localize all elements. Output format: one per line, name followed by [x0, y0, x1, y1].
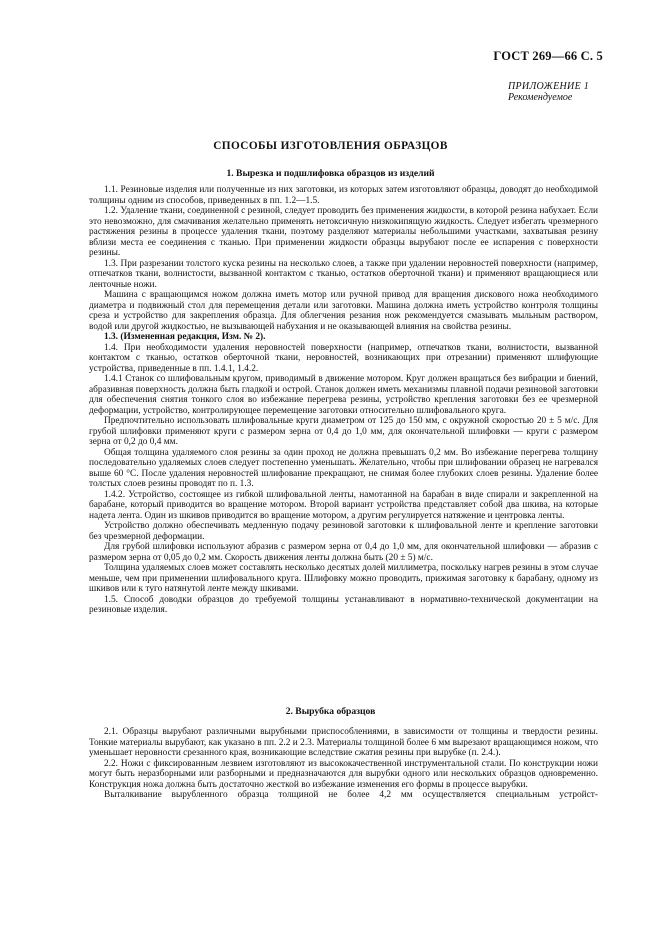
paragraph: 1.4. При необходимости удаления неровностей поверхности (например, отпечатков ткани, волнистости, вызванной контактом с тканью, остатков оберточной ткани, неровностей, возникающих при отрезании) применяют шлифующие устройства, приведенные в пп. 1.4.1, 1.4.2. [89, 342, 598, 374]
paragraph: 1.3. (Измененная редакция, Изм. № 2). [104, 332, 266, 342]
paragraph: 2.1. Образцы вырубают различными вырубными приспособлениями, в зависимости от толщины и твердости резины. Тонкие материалы вырубают, как указано в пп. 2.2 и 2.3. Материалы толщиной более 6 мм вырезают вращающимся ножом, что уменьшает неровности срезанного края, возникающие вследствие сжатия резины при вырубке (п. 2.4.). [89, 727, 598, 758]
paragraph: Машина с вращающимся ножом должна иметь мотор или ручной привод для вращения дискового ножа необходимого диаметра и подвижный стол для перемещения детали или заготовки. Машина должна иметь устройство контроля толщины среза и устройство для закрепления образца. Для облегчения резания нож рекомендуется смазывать мыльным раствором, водой или другой жидкостью, не вызывающей набухания и не оказывающей влияния на свойства резины. [89, 290, 598, 332]
section-1-body [89, 185, 598, 616]
paragraph: Общая толщина удаляемого слоя резины за один проход не должна превышать 0,2 мм. Во избежание перегрева толщину последовательно удаляемых слоев следует постепенно уменьшать. Желательно, чтобы при шлифовании образец не нагревался выше 60 °С. После удаления неровностей шлифование прекращают, не снимая более глубоких слоев резины. Удаление более толстых слоев резины проводят по п. 1.3. [89, 447, 598, 489]
appendix-number: ПРИЛОЖЕНИЕ 1 [508, 81, 590, 92]
paragraph: 1.4.2. Устройство, состоящее из гибкой шлифовальной ленты, намотанной на барабан в виде спирали и закрепленной на барабане, который приводится во вращение мотором. Второй вариант устройства представляет собой два шкива, на которые надета лента. Один из шкивов приводится во вращение мотором, а другим регулируется натяжение и центровка ленты. [89, 489, 598, 521]
paragraph: Предпочтительно использовать шлифовальные круги диаметром от 125 до 150 мм, с окружной скоростью 20 ± 5 м/с. Для грубой шлифовки применяют круги с размером зерна от 0,4 до 1,0 мм, для окончательной шлифовки — круги с размером зерна от 0,2 до 0,4 мм. [89, 416, 598, 447]
appendix-label [508, 81, 589, 103]
section-2-heading: 2. Вырубка образцов [285, 706, 376, 717]
paragraph: Выталкивание вырубленного образца толщиной не более 4,2 мм осуществляется специальным устройст- [104, 790, 598, 800]
paragraph: 1.4.1 Станок со шлифовальным кругом, приводимый в движение мотором. Круг должен вращаться без вибрации и биений, абразивная поверхность должна быть гладкой и острой. Станок должен иметь механизмы плавной подачи резиновой заготовки для обеспечения снятия тонкого слоя во избежание перегрева резины, устройство крепления заготовки без ее чрезмерной деформации, устройство, контролирующее перемещение заготовки относительно шлифовального круга. [89, 374, 598, 416]
paragraph: 1.5. Способ доводки образцов до требуемой толщины устанавливают в нормативно-технической документации на резиновые изделия. [89, 594, 598, 615]
paragraph: 1.2. Удаление ткани, соединенной с резиной, следует проводить без применения жидкости, в которой резина набухает. Если это невозможно, для смачивания желательно применять нетоксичную низкокипящую жидкость. Следует избегать чрезмерного растяжения резины в процессе удаления ткани, поэтому разделяют материалы небольшими участками, захватывая резину вблизи места ее соединения с тканью. При применении жидкости образцы вырубают после ее испарения с поверхности резины. [89, 206, 598, 258]
paragraph: Устройство должно обеспечивать медленную подачу резиновой заготовки к шлифовальной ленте и крепление заготовки без чрезмерной деформации. [89, 521, 598, 542]
page-header: ГОСТ 269—66 С. 5 [493, 49, 603, 63]
section-2-body [89, 727, 598, 801]
appendix-status: Рекомендуемое [508, 92, 573, 103]
paragraph: 2.2. Ножи с фиксированным лезвием изготовляют из высококачественной инструментальной стали. По конструкции ножи могут быть неразборными или разборными и предназначаются для вырубки одного или нескольких образцов одновременно. Конструкция ножа должна быть достаточно жесткой во избежание изменения его формы в процессе вырубки. [89, 758, 598, 790]
paragraph: Толщина удаляемых слоев может составлять несколько десятых долей миллиметра, поскольку нагрев резины в этом случае меньше, чем при применении шлифовального круга. Шлифовку можно проводить, прижимая заготовку к барабану, одному из шкивов или к туго натянутой ленте между шкивами. [89, 563, 598, 594]
paragraph: 1.1. Резиновые изделия или полученные из них заготовки, из которых затем изготовляют образцы, доводят до необходимой толщины одним из способов, приведенных в пп. 1.2—1.5. [89, 185, 598, 206]
section-1-heading: 1. Вырезка и подшлифовка образцов из изделий [226, 168, 435, 179]
paragraph: 1.3. При разрезании толстого куска резины на несколько слоев, а также при удалении неровностей поверхности (например, отпечатков ткани, волнистости, вызванной контактом с тканью, остатков оберточной ткани) и применяют вращающиеся или ленточные ножи. [89, 258, 598, 290]
paragraph: Для грубой шлифовки используют абразив с размером зерна от 0,4 до 1,0 мм, для окончательной шлифовки — абразив с размером зерна от 0,05 до 0,2 мм. Скорость движения ленты должна быть (20 ± 5) м/с. [89, 542, 598, 563]
document-title: СПОСОБЫ ИЗГОТОВЛЕНИЯ ОБРАЗЦОВ [213, 140, 448, 152]
